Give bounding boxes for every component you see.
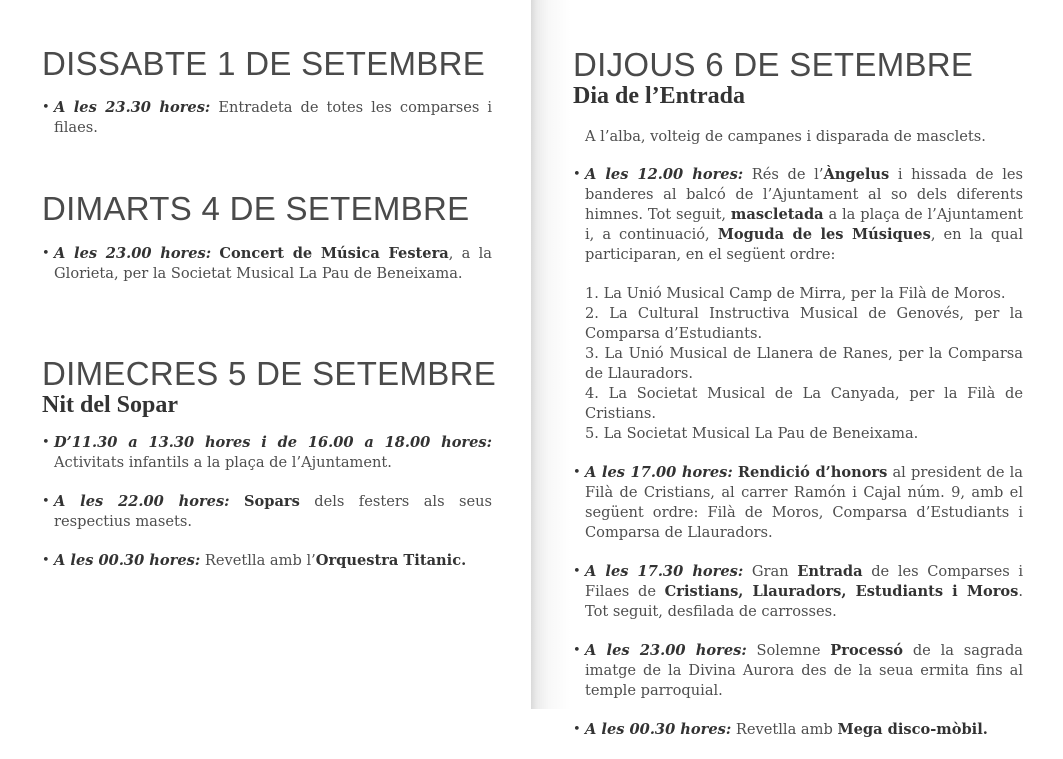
bullet-icon: • — [42, 553, 50, 568]
day-title: DISSABTE 1 DE SETEMBRE — [42, 45, 486, 82]
event-item — [573, 562, 1023, 622]
event-text: , en la qual participaran, en el següent ordre: — [585, 226, 1023, 263]
event-item — [573, 641, 1023, 701]
day-title: DIMECRES 5 DE SETEMBRE — [42, 355, 497, 392]
event-item — [573, 463, 1023, 543]
day-title: DIMARTS 4 DE SETEMBRE — [42, 190, 470, 227]
event-text: de la sagrada imatge de la Divina Aurora des de la seua ermita fins al temple parroquial. — [585, 642, 1024, 699]
bullet-icon: • — [573, 722, 581, 737]
event-time: D’11.30 a 13.30 hores i de 16.00 a 18.00 hores: — [54, 434, 492, 451]
event-highlight: Orquestra Titanic. — [315, 552, 467, 569]
list-item: 1. La Unió Musical Camp de Mirra, per la Filà de Moros. — [585, 285, 1006, 302]
event-highlight: mascletada — [730, 206, 824, 223]
event-time: A les 00.30 hores: — [585, 721, 732, 738]
event-text: i hissada de les banderes al balcó de l’Ajuntament al so dels diferents himnes. Tot seguit, — [585, 166, 1023, 223]
list-item: 4. La Societat Musical de La Canyada, per la Filà de Cristians. — [585, 385, 1023, 422]
event-text: Revetlla amb l’ — [200, 552, 316, 569]
bullet-icon: • — [42, 494, 50, 509]
event-highlight: Processó — [830, 642, 904, 659]
event-time: A les 23.30 hores: — [54, 99, 211, 116]
event-time: A les 00.30 hores: — [54, 552, 201, 569]
event-text: . Tot seguit, desfilada de carrosses. — [585, 583, 1024, 620]
left-page — [0, 0, 531, 709]
list-item: 2. La Cultural Instructiva Musical de Genovés, per la Comparsa d’Estudiants. — [585, 305, 1023, 342]
event-text: Gran — [743, 563, 798, 580]
event-text: Revetlla amb — [731, 721, 838, 738]
event-highlight: Àngelus — [823, 166, 890, 183]
bullet-icon: • — [42, 435, 50, 450]
event-text: Activitats infantils a la plaça de l’Ajuntament. — [54, 454, 392, 471]
event-text: Entradeta de totes les comparses i filaes. — [54, 99, 492, 136]
event-time: A les 17.00 hores: — [585, 464, 733, 481]
day-subtitle: Dia de l’Entrada — [573, 83, 746, 109]
event-text: de les Comparses i Filaes de — [585, 563, 1024, 600]
event-item — [42, 551, 492, 571]
event-time: A les 23.00 hores: — [54, 245, 212, 262]
right-page — [531, 0, 1063, 738]
day-tuesday-4 — [42, 191, 492, 303]
event-item — [42, 244, 492, 284]
event-highlight: Moguda de les Músiques — [717, 226, 931, 243]
event-time: A les 23.00 hores: — [585, 642, 747, 659]
event-highlight: Concert de Música Festera — [219, 245, 449, 262]
event-text: a la plaça de l’Ajuntament i, a continuació, — [585, 206, 1023, 243]
bullet-icon: • — [42, 246, 50, 261]
bullet-icon: • — [42, 100, 50, 115]
event-highlight: Rendició d’honors — [737, 464, 888, 481]
bullet-icon: • — [573, 167, 581, 182]
event-text: dels festers als seus respectius masets. — [54, 493, 492, 530]
intro-block — [573, 127, 1023, 147]
bullet-icon: • — [573, 564, 581, 579]
day-wednesday-5 — [42, 355, 497, 590]
bullet-icon: • — [573, 643, 581, 658]
event-item — [42, 433, 492, 473]
event-text: , a la Glorieta, per la Societat Musical La Pau de Beneixama. — [54, 245, 492, 282]
event-highlight: Cristians, Llauradors, Estudiants i Moros — [664, 583, 1019, 600]
event-text: Solemne — [746, 642, 831, 659]
event-highlight: Entrada — [797, 563, 863, 580]
intro-text: A l’alba, volteig de campanes i disparada de masclets. — [585, 128, 986, 145]
event-highlight: Sopars — [243, 493, 300, 510]
event-item — [573, 165, 1023, 265]
day-thursday-6 — [573, 47, 1023, 759]
music-order-list — [573, 284, 1023, 444]
list-item: 5. La Societat Musical La Pau de Beneixama. — [585, 425, 919, 442]
list-item: 3. La Unió Musical de Llanera de Ranes, per la Comparsa de Llauradors. — [585, 345, 1023, 382]
day-subtitle: Nit del Sopar — [42, 392, 179, 418]
event-time: A les 17.30 hores: — [585, 563, 744, 580]
event-time: A les 22.00 hores: — [54, 493, 230, 510]
bullet-icon: • — [573, 465, 581, 480]
event-text: Rés de l’ — [743, 166, 824, 183]
event-text — [230, 493, 244, 510]
day-title: DIJOUS 6 DE SETEMBRE — [573, 46, 974, 83]
event-item — [573, 720, 1023, 740]
event-item — [42, 492, 492, 532]
event-text: al president de la Filà de Cristians, al carrer Ramón i Cajal núm. 9, amb el següent ordre: Filà de Moros, Comparsa d’Estudiants i Comparsa de Llauradors. — [585, 464, 1023, 541]
event-time: A les 12.00 hores: — [585, 166, 744, 183]
event-item — [42, 98, 492, 138]
event-highlight: Mega disco-mòbil. — [837, 721, 988, 738]
day-saturday-1 — [42, 46, 492, 157]
